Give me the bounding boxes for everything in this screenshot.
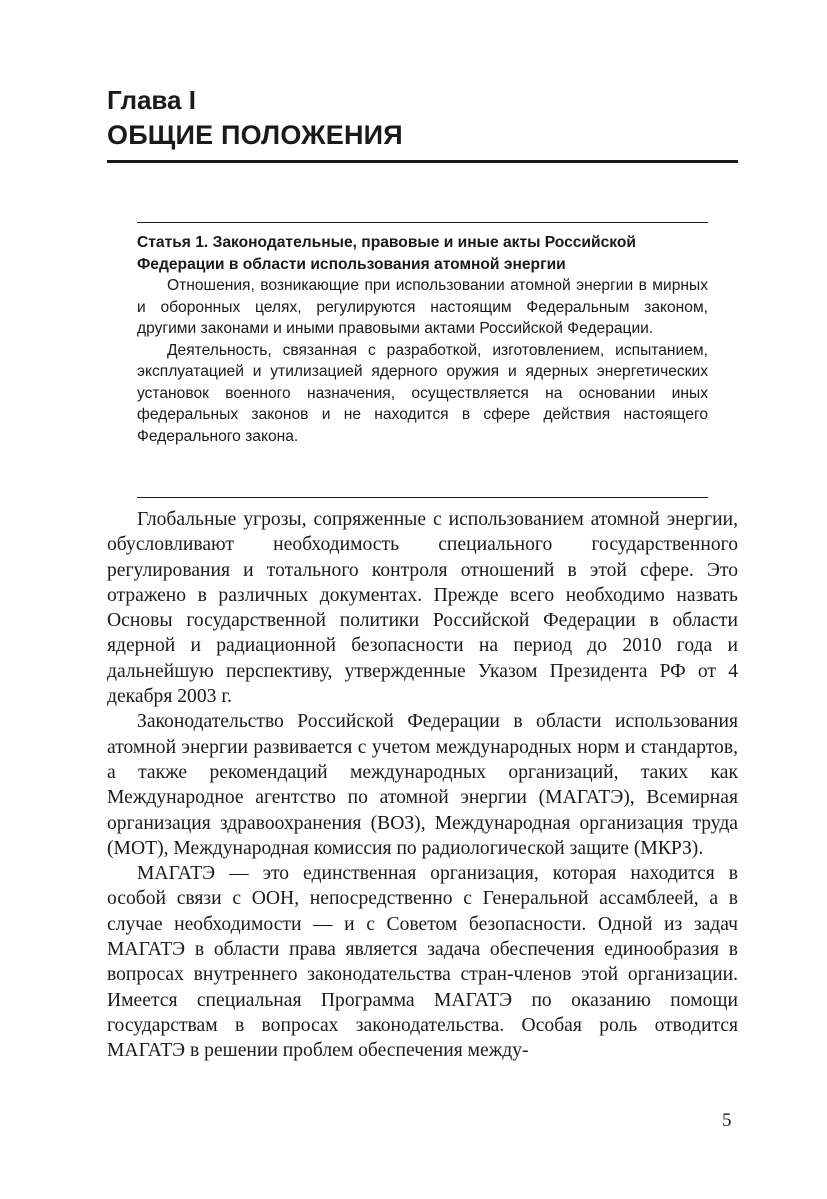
body-paragraph-2: Законодательство Российской Федерации в области использования атомной энергии развивается с учетом международных норм и стандартов, а также рекомендаций международных организаций, таких как Международное агентство по атомной энергии (МАГАТЭ), Всемирная организация здравоохранения (ВОЗ), Международная организация труда (МОТ), Международная комиссия по радиологической защите (МКРЗ). (107, 711, 738, 859)
chapter-title: ОБЩИЕ ПОЛОЖЕНИЯ (107, 120, 403, 150)
body-paragraph-1: Глобальные угрозы, сопряженные с использованием атомной энергии, обусловливают необходимость специального государственного регулирования и тотального контроля отношений в этой сфере. Это отражено в различных документах. Прежде всего необходимо назвать Основы государственной политики Российской Федерации в области ядерной и радиационной безопасности на период до 2010 года и дальнейшую перспективу, утвержденные Указом Президента РФ от 4 декабря 2003 г. (107, 509, 738, 708)
body-paragraph-3: МАГАТЭ — это единственная организация, которая находится в особой связи с ООН, непосредственно с Генеральной ассамблеей, а в случае необходимости — и с Советом безопасности. Одной из задач МАГАТЭ в области права является задача обеспечения единообразия в вопросах внутреннего законодательства стран-членов этой организации. Имеется специальная Программа МАГАТЭ по оказанию помощи государствам в вопросах законодательства. Особая роль отводится МАГАТЭ в решении проблем обеспечения между- (107, 863, 738, 1062)
article-paragraph-1: Отношения, возникающие при использовании атомной энергии в мирных и оборонных целях, регулируются настоящим Федеральным законом, другими законами и иными правовыми актами Российской Федерации. (137, 277, 708, 337)
body-text (107, 507, 738, 1064)
article-paragraph-2: Деятельность, связанная с разработкой, изготовлением, испытанием, эксплуатацией и утилизацией ядерного оружия и ядерных энергетических установок военного назначения, осуществляется на основании иных федеральных законов и не находится в сфере действия настоящего Федерального закона. (137, 341, 708, 445)
article-box (137, 222, 708, 498)
chapter-label: Глава I (107, 85, 196, 115)
article-heading: Статья 1. Законодательные, правовые и иные акты Российской Федерации в области использования атомной энергии (137, 234, 636, 273)
page-number: 5 (722, 1110, 732, 1131)
chapter-divider (107, 160, 738, 163)
